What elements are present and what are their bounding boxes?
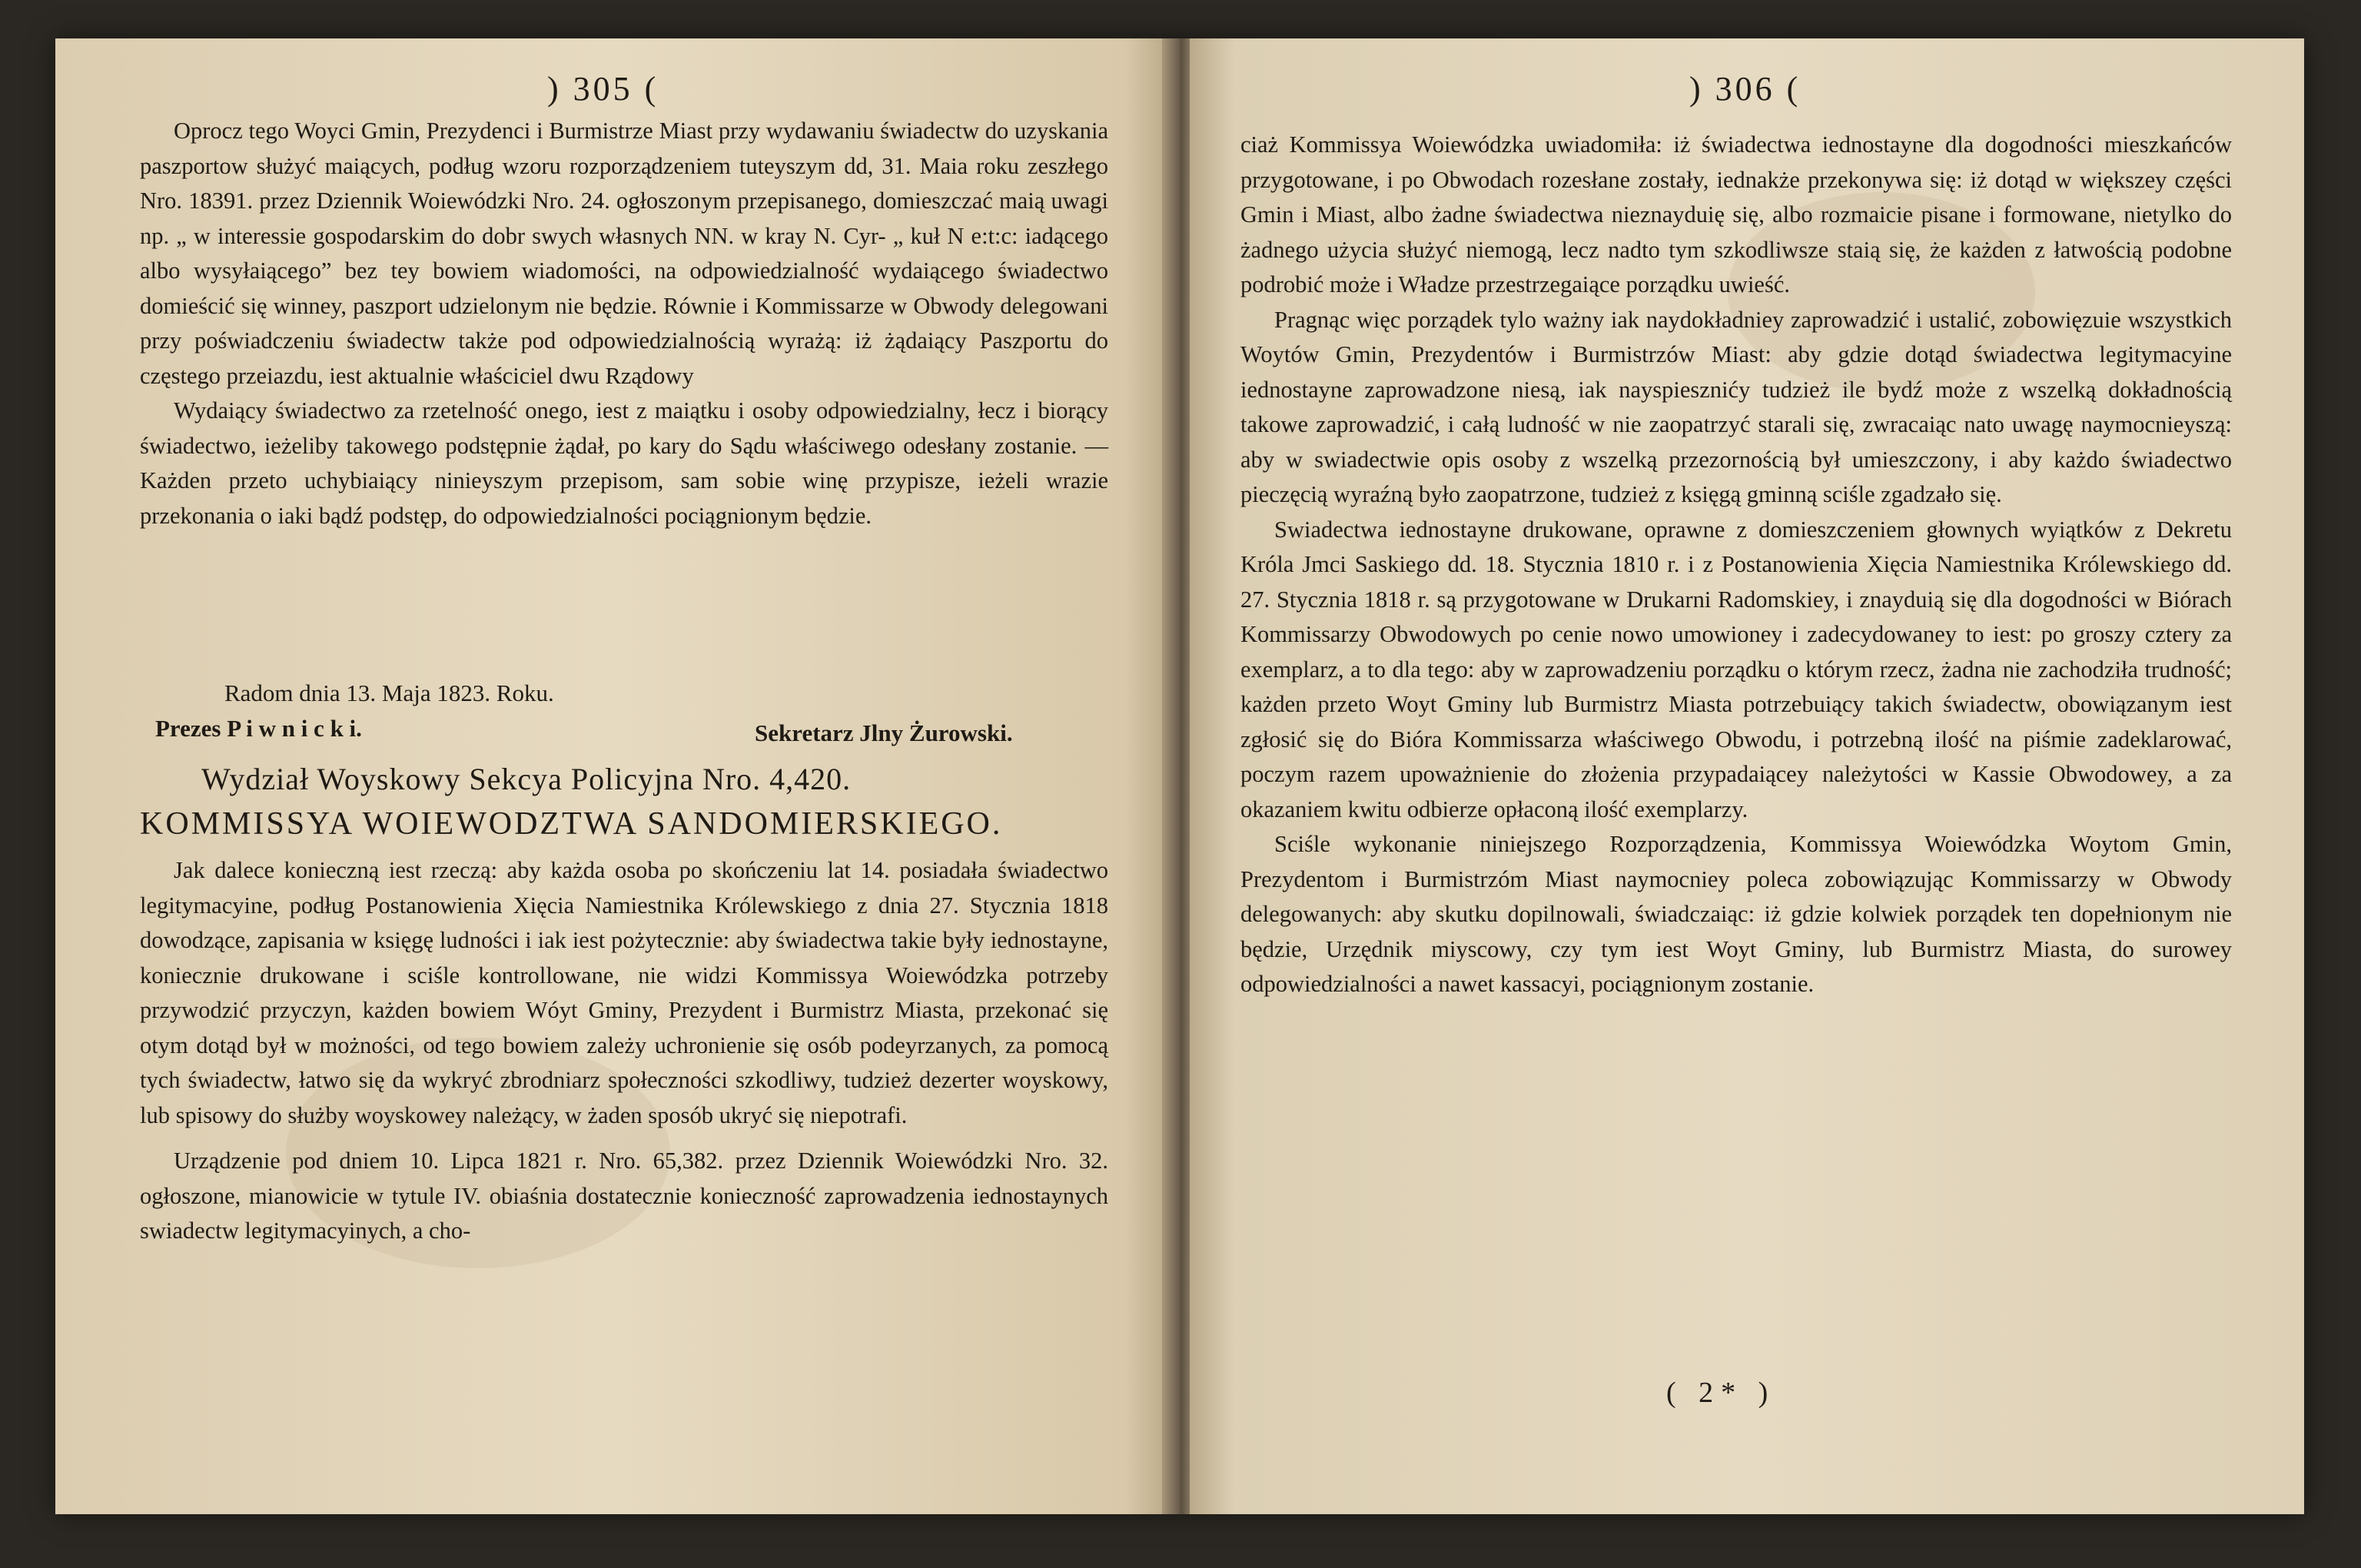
president-signature: Prezes P i w n i c k i. [155, 715, 362, 742]
signature-mark: ( 2* ) [1666, 1377, 1776, 1409]
paragraph: Wydaiący świadectwo za rzetelność onego, iest z maiątku i osoby odpowiedzialny, łecz i biorący świadectwo, ieżeliby takowego podstępnie żądał, po kary do Sądu właściwego odesłany zostanie. — Każden przeto uchybiaiący ninieyszym przepisom, sam sobie winę przypisze, ieżeli wrazie przekonania o iaki bądź podstęp, do odpowiedzialności pociągnionym będzie. [140, 397, 1108, 529]
left-text-bottom [140, 853, 1108, 1249]
paragraph: Oprocz tego Woyci Gmin, Prezydenci i Burmistrze Miast przy wydawaniu świadectw do uzyskania paszportow służyć maiących, podług wzoru rozporządzeniem tuteyszym dd, 31. Maia roku zeszłego Nro. 18391. przez Dziennik Woiewódzki Nro. 24. ogłoszonym przepisanego, domieszczać maią uwagi np. „ w interessie gospodarskim do dobr swych własnych NN. w kray N. Cyr- „ kuł N e:t:c: iadącego albo wysyłaiącego” bez tey bowiem wiadomości, na odpowiedzialność wydaiącego świadectwo domieścić się winney, paszport udzielonym nie będzie. Równie i Kommissarze w Obwody delegowani przy poświadczeniu świadectw także pod odpowiedzialnością wyrażą: iż żądaiący Paszportu do częstego przeiazdu, iest aktualnie właściciel dwu Rządowy [140, 118, 1108, 389]
division-heading: Wydział Woyskowy Sekcya Policyjna Nro. 4,420. [201, 762, 852, 796]
right-page [1190, 38, 2304, 1514]
secretary-signature: Sekretarz Jlny Żurowski. [755, 719, 1013, 746]
paragraph: Jak dalece konieczną iest rzeczą: aby każda osoba po skończeniu lat 14. posiadała świadectwo legitymacyine, podług Postanowienia Xięcia Namiestnika Królewskiego z dnia 27. Stycznia 1818 dowodzące, zapisania w księgę ludności i iak iest pożytecznie: aby świadectwa takie były iednostayne, koniecznie drukowane i sciśle kontrollowane, nie widzi Kommissya Woiewódzka potrzeby przywodzić przyczyn, każden bowiem Wóyt Gminy, Prezydent i Burmistrz Miasta, przekonać się otym dotąd był w możności, od tego bowiem zależy uchronienie się osób podeyrzanych, za pomocą tych świadectw, łatwo się da wykryć zbrodniarz społeczności szkodliwy, tudzież dezerter woyskowy, lub spisowy do służby woyskowey należący, w żaden sposób ukryć się niepotrafi. [140, 857, 1108, 1128]
paragraph: Sciśle wykonanie niniejszego Rozporządzenia, Kommissya Woiewódzka Woytom Gmin, Prezydentom i Burmistrzóm Miast naymocniey poleca zobowiązując Kommissarzy w Obwody delegowanych: aby skutku dopilnowali, świadczaiąc: iż gdzie kolwiek porządek ten dopełnionym nie będzie, Urzędnik miyscowy, czy tym iest Woyt Gminy, lub Burmistrz Miasta, do surowey odpowiedzialności a nawet kassacyi, pociągnionym zostanie. [1240, 831, 2232, 997]
left-page [55, 38, 1170, 1514]
document-spread [55, 38, 2304, 1514]
paragraph: ciaż Kommissya Woiewódzka uwiadomiła: iż świadectwa iednostayne dla dogodności mieszkańców przygotowane, i po Obwodach rozesłane zostały, iednakże przekonywa się: iż dotąd w większey części Gmin i Miast, albo żadne świadectwa nieznayduię się, albo rozmaicie pisane i formowane, nietylko do żadnego użycia służyć niemogą, lecz nadto tym szkodliwsze staią się, że każden z łatwością podobne podrobić może i Władze przestrzegaiące porządku uwieść. [1240, 131, 2232, 297]
paragraph: Swiadectwa iednostayne drukowane, oprawne z domieszczeniem głownych wyiątków z Dekretu Króla Jmci Saskiego dd. 18. Stycznia 1810 r. i z Postanowienia Xięcia Namiestnika Królewskiego dd. 27. Stycznia 1818 r. są przygotowane w Drukarni Radomskiey, i znayduią się dla dogodności w Biórach Kommissarzy Obwodowych po cenie nowo umowioney i zadecydowaney to iest: po groszy cztery za exemplarz, a to dla tego: aby w zaprowadzeniu porządku o którym rzecz, żadna nie zachodziła trudność; każden przeto Woyt Gminy lub Burmistrz Miasta potrzebuiący takich świadectw, obowiązanym iest zgłosić się do Bióra Kommissarza właściwego Obwodu, i potrzebną ilość na piśmie zadeklarować, poczym razem upoważnienie do złożenia przypadaiącey należytości w Kassie Obwodowey, a za okazaniem kwitu odbierze opłaconą ilość exemplarzy. [1240, 516, 2232, 822]
left-text-top [140, 114, 1108, 533]
commission-heading: KOMMISSYA WOIEWODZTWA SANDOMIERSKIEGO. [140, 806, 1003, 842]
page-number-right: ) 306 ( [1689, 70, 1801, 108]
right-text [1240, 128, 2232, 1002]
paragraph: Pragnąc więc porządek tylo ważny iak naydokładniey zaprowadzić i ustalić, zobowięzuie wszystkich Woytów Gmin, Prezydentów i Burmistrzów Miast: aby gdzie dotąd świadectwa legitymacyine iednostayne zaprowadzone niesą, iak nayspiesznićy tudzież ile bydź może z wszelką dokładnością takowe zaprowadzić, i całą ludność w nie zaopatrzyć starali się, zwracaiąc nato uwagę naymocnieyszą: aby w swiadectwie opis osoby z wszelką przezornością był umieszczony, i aby każdo świadectwo pieczęcią wyraźną było zaopatrzone, tudzież z księgą gminną sciśle zgadzało się. [1240, 306, 2232, 507]
page-number-left: ) 305 ( [547, 70, 659, 108]
date-line: Radom dnia 13. Maja 1823. Roku. [224, 679, 554, 706]
paragraph: Urządzenie pod dniem 10. Lipca 1821 r. Nro. 65,382. przez Dziennik Woiewódzki Nro. 32. ogłoszone, mianowicie w tytule IV. obiaśnia dostatecznie konieczność zaprowadzenia iednostaynych swiadectw legitymacyinych, a cho- [140, 1148, 1108, 1244]
